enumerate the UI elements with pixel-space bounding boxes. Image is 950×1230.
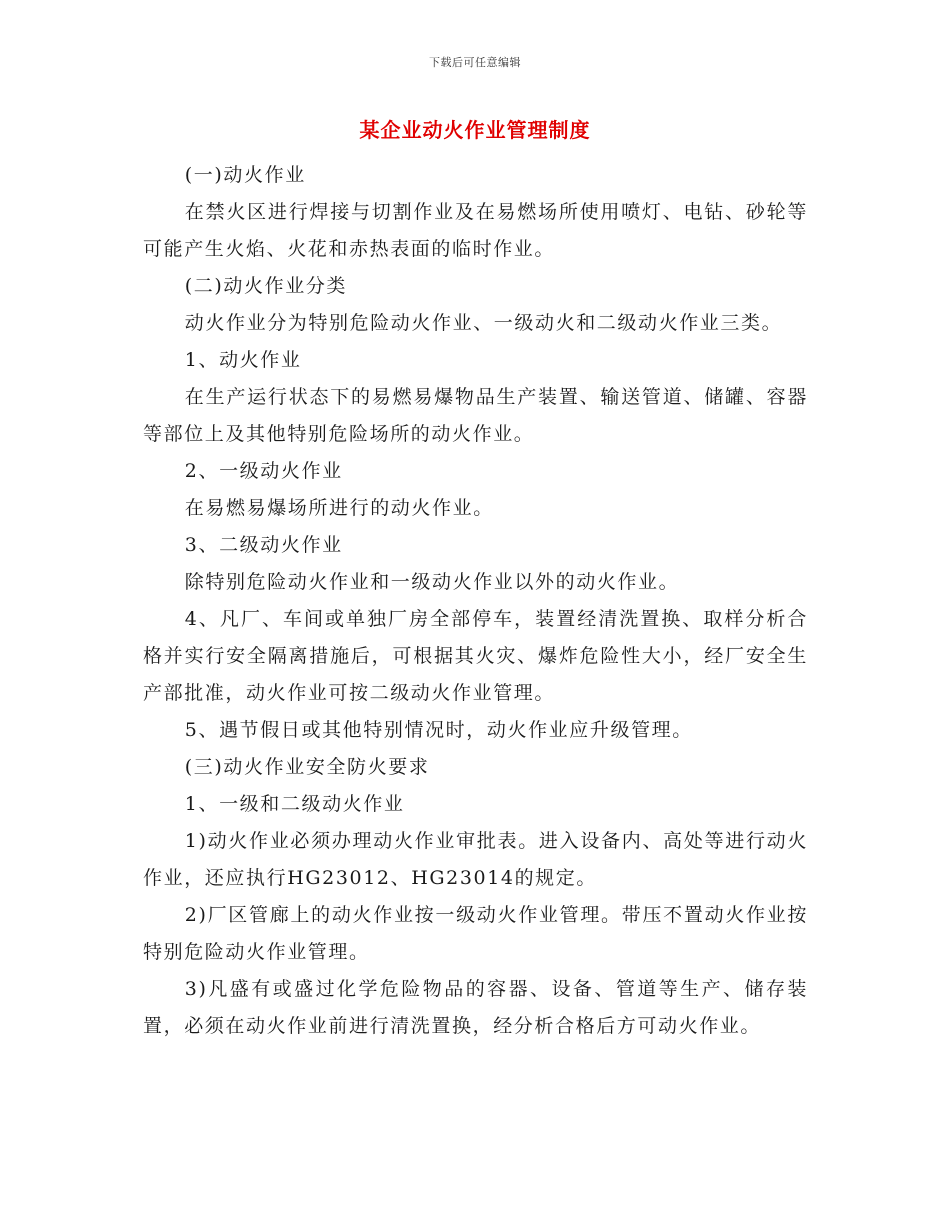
paragraph: 2)厂区管廊上的动火作业按一级动火作业管理。带压不置动火作业按特别危险动火作业管理。 bbox=[143, 904, 808, 963]
document-title: 某企业动火作业管理制度 bbox=[359, 118, 591, 142]
paragraph: 在易燃易爆场所进行的动火作业。 bbox=[184, 497, 494, 519]
section-heading-1: (一)动火作业 bbox=[184, 164, 306, 186]
item-heading: 2、一级动火作业 bbox=[184, 460, 343, 482]
paragraph: 在生产运行状态下的易燃易爆物品生产装置、输送管道、储罐、容器等部位上及其他特别危险场所的动火作业。 bbox=[143, 386, 808, 445]
header-note: 下载后可任意编辑 bbox=[429, 56, 521, 69]
document-body bbox=[143, 157, 808, 1045]
item-heading: 3、二级动火作业 bbox=[184, 534, 343, 556]
paragraph: 动火作业分为特别危险动火作业、一级动火和二级动火作业三类。 bbox=[184, 312, 783, 334]
paragraph: 4、凡厂、车间或单独厂房全部停车，装置经清洗置换、取样分析合格并实行安全隔离措施后，可根据其火灾、爆炸危险性大小，经厂安全生产部批准，动火作业可按二级动火作业管理。 bbox=[143, 608, 808, 704]
paragraph: 5、遇节假日或其他特别情况时，动火作业应升级管理。 bbox=[184, 719, 693, 741]
item-heading: 1、动火作业 bbox=[184, 349, 302, 371]
paragraph: 1)动火作业必须办理动火作业审批表。进入设备内、高处等进行动火作业，还应执行HG23012、HG23014的规定。 bbox=[143, 830, 808, 889]
paragraph: 除特别危险动火作业和一级动火作业以外的动火作业。 bbox=[184, 571, 680, 593]
item-heading: 1、一级和二级动火作业 bbox=[184, 793, 405, 815]
paragraph: 3)凡盛有或盛过化学危险物品的容器、设备、管道等生产、储存装置，必须在动火作业前进行清洗置换，经分析合格后方可动火作业。 bbox=[143, 978, 808, 1037]
paragraph: 在禁火区进行焊接与切割作业及在易燃场所使用喷灯、电钻、砂轮等可能产生火焰、火花和赤热表面的临时作业。 bbox=[143, 201, 808, 260]
section-heading-2: (二)动火作业分类 bbox=[184, 275, 348, 297]
section-heading-3: (三)动火作业安全防火要求 bbox=[184, 756, 430, 778]
